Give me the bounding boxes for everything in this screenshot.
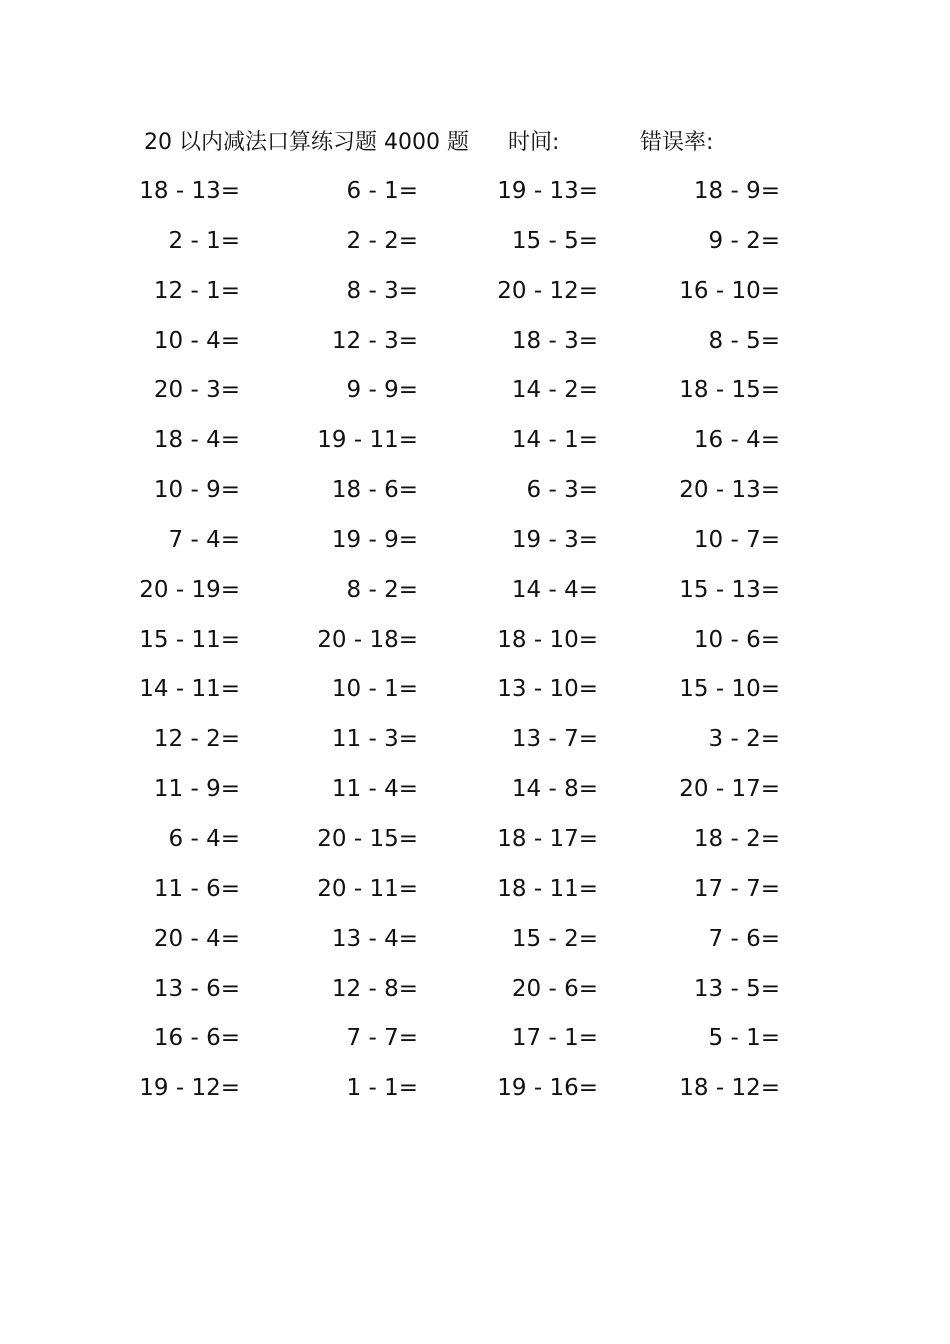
worksheet-header — [144, 126, 844, 160]
problem-row — [0, 1021, 950, 1071]
problem-row — [0, 473, 950, 523]
problem-item: 15 - 2= — [511, 925, 598, 952]
problem-item: 17 - 1= — [511, 1025, 598, 1052]
problem-item: 16 - 6= — [153, 1025, 240, 1052]
problem-item: 10 - 7= — [693, 526, 780, 553]
problem-item: 3 - 2= — [708, 726, 780, 753]
problem-row — [0, 274, 950, 324]
problem-item: 12 - 3= — [331, 327, 418, 354]
problem-item: 11 - 4= — [331, 776, 418, 803]
problem-item: 2 - 1= — [168, 227, 240, 254]
problem-item: 13 - 10= — [497, 676, 598, 703]
problem-row — [0, 373, 950, 423]
problem-item: 19 - 16= — [497, 1075, 598, 1102]
problem-item: 8 - 5= — [708, 327, 780, 354]
problem-item: 20 - 13= — [679, 477, 780, 504]
problem-item: 9 - 2= — [708, 227, 780, 254]
problem-item: 15 - 5= — [511, 227, 598, 254]
problem-item: 13 - 7= — [511, 726, 598, 753]
problem-row — [0, 573, 950, 623]
problem-row — [0, 922, 950, 972]
problem-item: 14 - 11= — [139, 676, 240, 703]
problem-item: 10 - 9= — [153, 477, 240, 504]
problem-item: 8 - 3= — [346, 277, 418, 304]
problem-row — [0, 523, 950, 573]
problem-item: 20 - 15= — [317, 825, 418, 852]
problem-row — [0, 722, 950, 772]
problem-item: 11 - 9= — [153, 776, 240, 803]
problem-item: 1 - 1= — [346, 1075, 418, 1102]
problem-item: 18 - 11= — [497, 875, 598, 902]
problem-item: 19 - 12= — [139, 1075, 240, 1102]
problem-item: 16 - 4= — [693, 427, 780, 454]
problem-item: 6 - 3= — [526, 477, 598, 504]
problem-item: 14 - 4= — [511, 576, 598, 603]
problem-row — [0, 822, 950, 872]
problem-item: 19 - 3= — [511, 526, 598, 553]
problem-item: 10 - 1= — [331, 676, 418, 703]
error-rate-label: 错误率: — [640, 130, 714, 155]
problem-item: 18 - 12= — [679, 1075, 780, 1102]
problem-item: 15 - 11= — [139, 626, 240, 653]
problem-item: 12 - 1= — [153, 277, 240, 304]
problem-item: 13 - 6= — [153, 975, 240, 1002]
problem-item: 18 - 17= — [497, 825, 598, 852]
problem-item: 12 - 8= — [331, 975, 418, 1002]
problem-item: 19 - 9= — [331, 526, 418, 553]
problem-row — [0, 174, 950, 224]
problem-item: 17 - 7= — [693, 875, 780, 902]
problem-item: 6 - 1= — [346, 178, 418, 204]
problem-row — [0, 772, 950, 822]
problem-item: 18 - 6= — [331, 477, 418, 504]
problem-grid — [0, 174, 950, 1121]
problem-item: 10 - 4= — [153, 327, 240, 354]
problem-item: 7 - 4= — [168, 526, 240, 553]
problem-item: 18 - 2= — [693, 825, 780, 852]
problem-item: 20 - 17= — [679, 776, 780, 803]
problem-item: 18 - 3= — [511, 327, 598, 354]
problem-item: 13 - 5= — [693, 975, 780, 1002]
time-label: 时间: — [508, 130, 560, 155]
problem-item: 16 - 10= — [679, 277, 780, 304]
problem-item: 15 - 13= — [679, 576, 780, 603]
problem-item: 14 - 1= — [511, 427, 598, 454]
problem-item: 18 - 4= — [153, 427, 240, 454]
problem-item: 9 - 9= — [346, 377, 418, 404]
problem-item: 7 - 6= — [708, 925, 780, 952]
problem-item: 20 - 4= — [153, 925, 240, 952]
problem-item: 12 - 2= — [153, 726, 240, 753]
problem-item: 19 - 11= — [317, 427, 418, 454]
problem-item: 18 - 15= — [679, 377, 780, 404]
problem-item: 20 - 19= — [139, 576, 240, 603]
problem-row — [0, 672, 950, 722]
problem-item: 11 - 6= — [153, 875, 240, 902]
problem-item: 20 - 3= — [153, 377, 240, 404]
problem-item: 18 - 10= — [497, 626, 598, 653]
problem-item: 7 - 7= — [346, 1025, 418, 1052]
problem-item: 18 - 13= — [139, 178, 240, 204]
worksheet-title: 20 以内减法口算练习题 4000 题 — [144, 130, 469, 155]
problem-item: 13 - 4= — [331, 925, 418, 952]
problem-row — [0, 972, 950, 1022]
problem-row — [0, 623, 950, 673]
problem-row — [0, 324, 950, 374]
problem-item: 19 - 13= — [497, 178, 598, 204]
problem-item: 20 - 6= — [511, 975, 598, 1002]
problem-item: 5 - 1= — [708, 1025, 780, 1052]
problem-item: 20 - 11= — [317, 875, 418, 902]
problem-item: 14 - 2= — [511, 377, 598, 404]
problem-item: 6 - 4= — [168, 825, 240, 852]
problem-row — [0, 1071, 950, 1121]
problem-item: 20 - 12= — [497, 277, 598, 304]
problem-item: 18 - 9= — [693, 178, 780, 204]
problem-row — [0, 423, 950, 473]
problem-row — [0, 224, 950, 274]
problem-item: 8 - 2= — [346, 576, 418, 603]
problem-item: 14 - 8= — [511, 776, 598, 803]
problem-item: 10 - 6= — [693, 626, 780, 653]
problem-item: 2 - 2= — [346, 227, 418, 254]
problem-item: 15 - 10= — [679, 676, 780, 703]
problem-item: 11 - 3= — [331, 726, 418, 753]
problem-row — [0, 872, 950, 922]
problem-item: 20 - 18= — [317, 626, 418, 653]
